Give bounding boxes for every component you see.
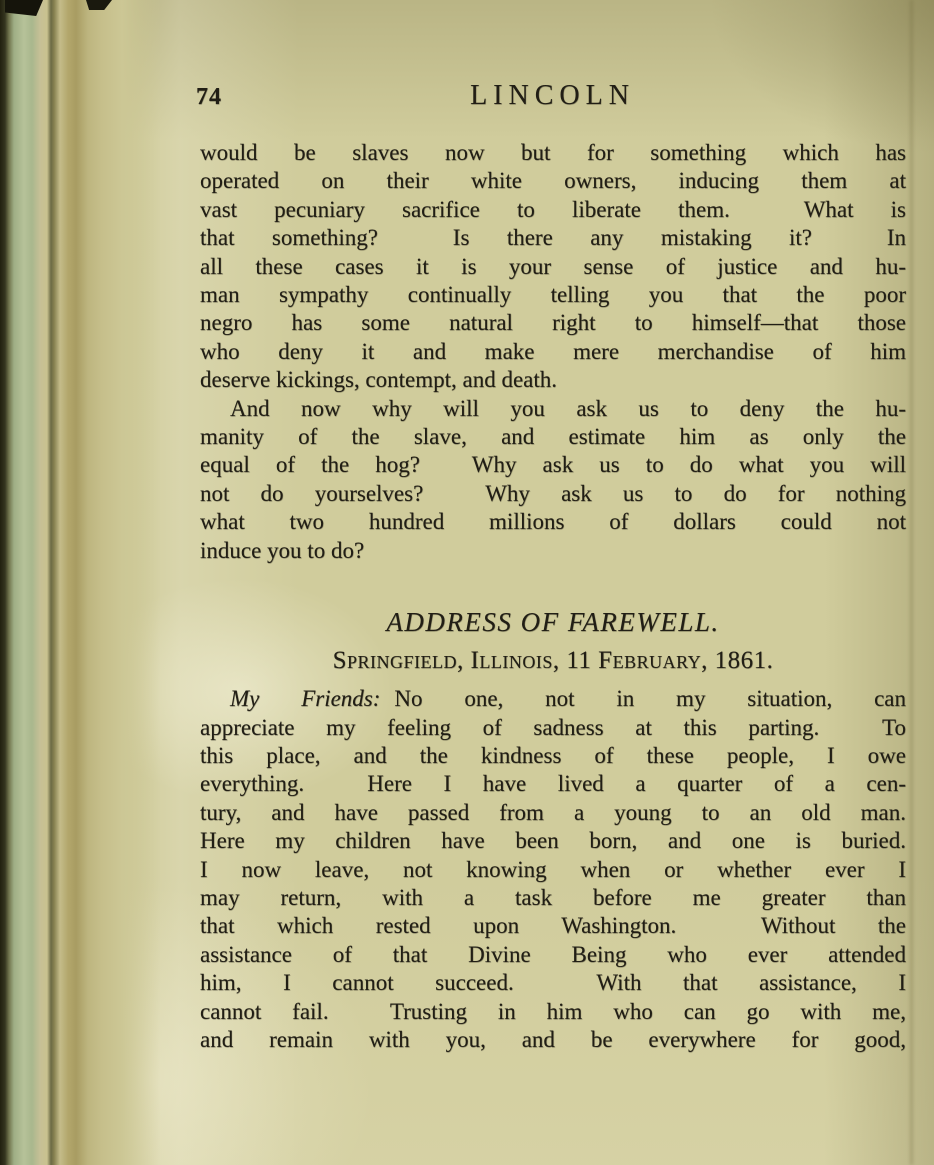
paragraph-1 [200,139,906,395]
body-line: who deny it and make mere merchandise of him [200,338,906,364]
paragraph-3 [200,685,906,1054]
body-line: assistance of that Divine Being who ever attended [200,941,906,967]
body-line: Here my children have been born, and one is buried. [200,828,906,854]
salutation: My Friends: [230,686,381,712]
body-line: appreciate my feeling of sadness at this parting. To [200,714,906,740]
body-line: this place, and the kindness of these people, I owe [200,742,906,768]
body-line: equal of the hog? Why ask us to do what you will [200,452,906,478]
body-line [200,685,906,713]
body-line: that something? Is there any mistaking it? In [200,225,906,251]
page-number: 74 [196,84,222,110]
section-heading: ADDRESS OF FAREWELL. [386,607,720,638]
body-line: may return, with a task before me greater than [200,884,906,910]
body-line: I now leave, not knowing when or whether ever I [200,856,906,882]
body-line: manity of the slave, and estimate him as only the [200,424,906,450]
body-line: And now why will you ask us to deny the hu- [230,395,906,421]
body-line-text: No one, not in my situation, can [394,686,906,712]
body-line: vast pecuniary sacrifice to liberate them. What is [200,196,906,222]
body-line: deserve kickings, contempt, and death. [200,367,558,393]
body-line: him, I cannot succeed. With that assistance, I [200,970,906,996]
paragraph-2 [200,395,906,565]
body-line: what two hundred millions of dollars could not [200,509,906,535]
body-line: negro has some natural right to himself—that those [200,310,906,336]
body-line: induce you to do? [200,537,365,563]
page-body [200,139,906,1054]
dateline: Springfield, Illinois, 11 February, 1861. [332,647,774,675]
body-line: operated on their white owners, inducing them at [200,168,906,194]
body-line: tury, and have passed from a young to an old man. [200,799,906,825]
body-line: cannot fail. Trusting in him who can go with me, [200,998,906,1024]
body-line: man sympathy continually telling you that the poor [200,282,906,308]
body-line: all these cases it is your sense of justice and hu- [200,253,906,279]
body-line: would be slaves now but for something which has [200,140,906,165]
body-line: that which rested upon Washington. Without the [200,913,906,939]
body-line: and remain with you, and be everywhere for good, [200,1026,906,1052]
running-header: LINCOLN [470,80,635,111]
page-edge-crease [910,0,913,1165]
body-line: everything. Here I have lived a quarter of a cen- [200,771,906,797]
body-line: not do yourselves? Why ask us to do for nothing [200,480,906,506]
book-page-edges [0,0,160,1165]
